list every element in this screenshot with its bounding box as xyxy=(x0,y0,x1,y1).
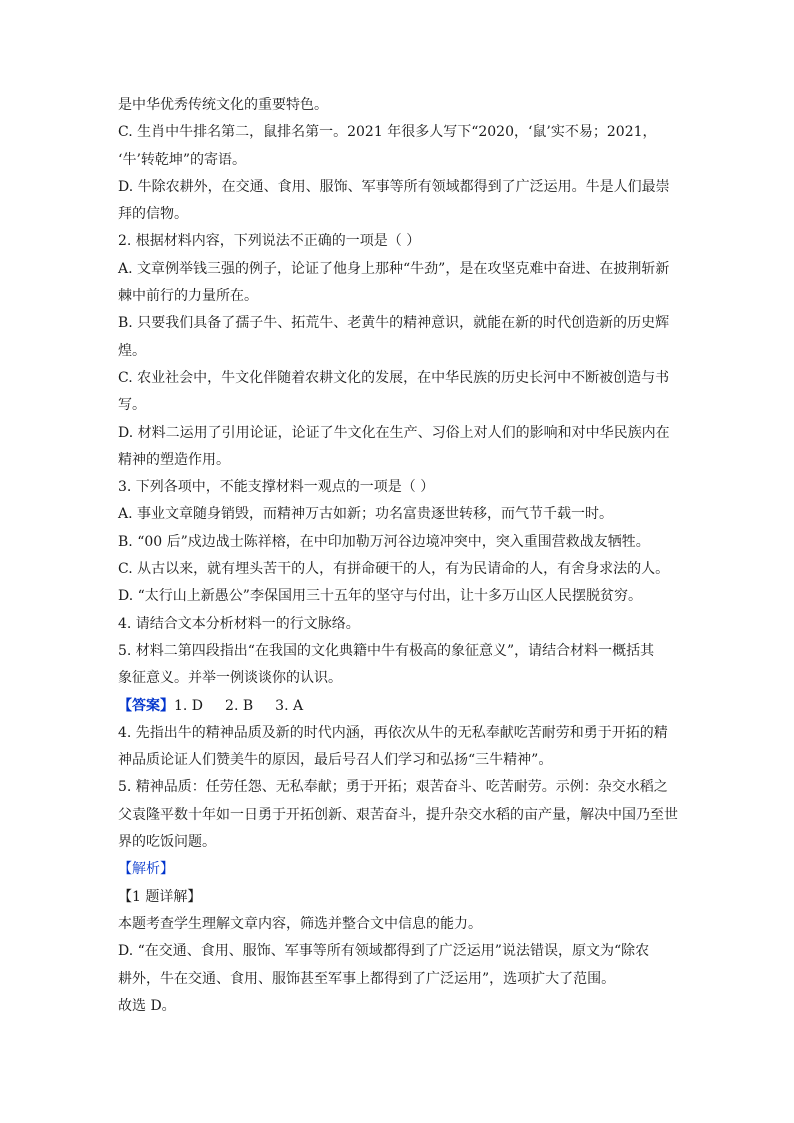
text-line: 界的吃饭问题。 xyxy=(118,834,216,851)
option-d-line: D. “太行山上新愚公”李保国用三十五年的坚守与付出，让十多万山区人民摆脱贫穷。 xyxy=(118,588,642,605)
answer-4-line: 4. 先指出牛的精神品质及新的时代内涵，再依次从牛的无私奉献吃苦耐劳和勇于开拓的精 xyxy=(118,724,668,741)
option-d-line: D. 牛除农耕外，在交通、食用、服饰、军事等所有领域都得到了广泛运用。牛是人们最崇 xyxy=(118,178,670,195)
answer-tag: 【答案】 xyxy=(118,697,174,714)
analysis-tag: 【解析】 xyxy=(118,861,174,878)
option-d-line: D. 材料二运用了引用论证，论证了牛文化在生产、习俗上对人们的影响和对中华民族内在 xyxy=(118,424,670,441)
option-c-line: C. 从古以来，就有埋头苦干的人，有拼命硬干的人，有为民请命的人，有舍身求法的人。 xyxy=(118,561,670,578)
question-2: 2. 根据材料内容，下列说法不正确的一项是（ ） xyxy=(118,233,421,250)
text-line: 写。 xyxy=(118,397,146,414)
answer-item: 3. A xyxy=(275,697,304,714)
answer-row xyxy=(118,693,684,720)
document-page xyxy=(118,92,684,1020)
question-3: 3. 下列各项中，不能支撑材料一观点的一项是（ ） xyxy=(118,479,435,496)
answer-item: 2. B xyxy=(225,697,254,714)
question-5: 5. 材料二第四段指出“在我国的文化典籍中牛有极高的象征意义”，请结合材料一概括其 xyxy=(118,642,655,659)
text-line: ‘牛’转乾坤”的寄语。 xyxy=(118,151,247,168)
option-b-line: B. 只要我们具备了孺子牛、拓荒牛、老黄牛的精神意识，就能在新的时代创造新的历史辉 xyxy=(118,315,670,332)
text-line: 拜的信物。 xyxy=(118,206,188,223)
option-c-line: C. 农业社会中，牛文化伴随着农耕文化的发展，在中华民族的历史长河中不断被创造与书 xyxy=(118,369,670,386)
text-line: 精神的塑造作用。 xyxy=(118,451,230,468)
answer-item: 1. D xyxy=(174,697,204,714)
text-line: 煌。 xyxy=(118,342,146,359)
text-line: D. “在交通、食用、服饰、军事等所有领域都得到了广泛运用”说法错误，原文为“除农 xyxy=(118,943,650,960)
answer-5-line: 5. 精神品质：任劳任怨、无私奉献；勇于开拓；艰苦奋斗、吃苦耐劳。示例：杂交水稻之 xyxy=(118,779,668,796)
option-a-line: A. 事业文章随身销毁，而精神万古如新；功名富贵逐世转移，而气节千载一时。 xyxy=(118,506,614,523)
option-c-line: C. 生肖中牛排名第二，鼠排名第一。2021 年很多人写下“2020，‘鼠’实不易；2021， xyxy=(118,124,657,141)
text-line: 父袁隆平数十年如一日勇于开拓创新、艰苦奋斗，提升杂交水稻的亩产量，解决中国乃至世 xyxy=(118,806,678,823)
option-a-line: A. 文章例举钱三强的例子，论证了他身上那种“牛劲”，是在攻坚克难中奋进、在披荆斩新 xyxy=(118,260,670,277)
text-line: 耕外，牛在交通、食用、服饰甚至军事上都得到了广泛运用”，选项扩大了范围。 xyxy=(118,970,616,987)
text-line: 故选 D。 xyxy=(118,997,176,1014)
text-line: 神品质论证人们赞美牛的原因，最后号召人们学习和弘扬“三牛精神”。 xyxy=(118,752,553,769)
text-line: 本题考查学生理解文章内容，筛选并整合文中信息的能力。 xyxy=(118,915,482,932)
option-b-line: B. “00 后”戍边战士陈祥榕，在中印加勒万河谷边境冲突中，突入重围营救战友牺牲。 xyxy=(118,533,650,550)
text-line: 象征意义。并举一例谈谈你的认识。 xyxy=(118,670,342,687)
text-line: 棘中前行的力量所在。 xyxy=(118,288,258,305)
detail-tag: 【1 题详解】 xyxy=(118,888,202,905)
question-4: 4. 请结合文本分析材料一的行文脉络。 xyxy=(118,615,360,632)
text-line: 是中华优秀传统文化的重要特色。 xyxy=(118,97,328,113)
